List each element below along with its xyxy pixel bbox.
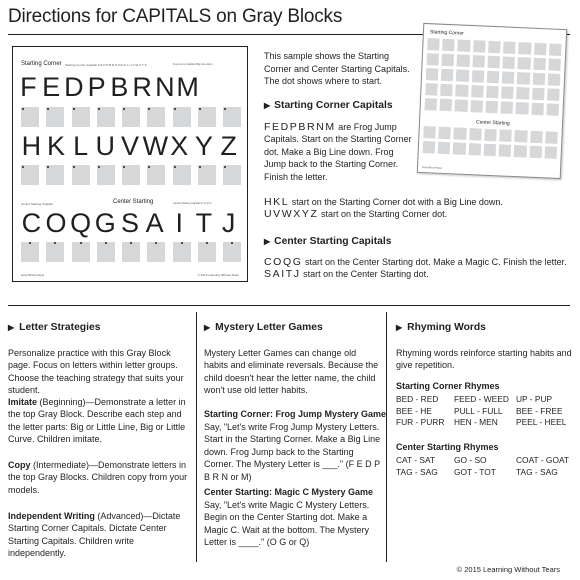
mini-gray-block	[470, 100, 483, 113]
mini-gray-block	[534, 43, 547, 56]
gray-block	[72, 165, 90, 185]
mini-gray-block	[487, 56, 500, 69]
letter-strategies-heading-text: Letter Strategies	[19, 322, 101, 333]
imitate-text: —Demonstrate a letter in the top Gray Block. Describe each step and the letter parts: Big or Little Line, Big or Little Curve. Children imitate.	[8, 397, 186, 445]
letter-strategies-intro: Personalize practice with this Gray Block page. Focus on letters within letter groups. Choose the teaching strategy that suits your student.	[8, 348, 184, 396]
start-dot	[174, 166, 176, 168]
sample-letter: V	[120, 131, 139, 161]
copyright-notice: © 2015 Learning Without Tears	[456, 565, 560, 574]
sample-letter: D	[64, 72, 84, 102]
sample-letter: N	[155, 72, 175, 102]
mini-gray-block	[423, 126, 436, 139]
sample-letter: Y	[194, 131, 213, 161]
rhyme-pair: GOT - TOT	[454, 466, 496, 477]
starting-corner-rhymes-heading: Starting Corner Rhymes	[396, 381, 500, 391]
mystery-games-heading-text: Mystery Letter Games	[215, 322, 323, 333]
mini-center-label: Center Starting	[475, 119, 510, 127]
mini-gray-block	[515, 130, 528, 143]
mini-gray-block	[457, 54, 470, 67]
sample-letter: O	[45, 208, 67, 238]
imitate-strategy	[8, 396, 190, 446]
mini-gray-block	[531, 103, 544, 116]
corner-letters-text: start on the Starting Corner dot.	[318, 209, 448, 220]
mini-preview-sheet	[417, 23, 567, 179]
mini-gray-block	[469, 128, 482, 141]
mini-gray-block	[473, 40, 486, 53]
start-dot	[224, 166, 226, 168]
gray-block	[122, 107, 140, 127]
start-dot	[130, 242, 132, 244]
sample-letter: C	[21, 208, 42, 238]
mini-gray-block	[438, 142, 451, 155]
imitate-level: (Beginning)	[37, 397, 86, 407]
page-title: Directions for CAPITALS on Gray Blocks	[8, 6, 343, 27]
rhyming-words-heading-text: Rhyming Words	[407, 322, 486, 333]
start-dot	[206, 242, 208, 244]
start-dot	[199, 108, 201, 110]
mini-gray-block	[502, 71, 515, 84]
triangle-bullet-icon: ▶	[204, 323, 211, 332]
gray-block	[173, 165, 191, 185]
mystery-games-intro: Mystery Letter Games can change old habits and eliminate reversals. Because the child doesn't hear the letter name, the child won't use old letter habits.	[204, 348, 379, 396]
rhyme-pair: BEE - FREE	[516, 405, 563, 416]
mini-gray-block	[516, 87, 529, 100]
sample-letter: Q	[70, 208, 92, 238]
mini-grid-bottom	[423, 126, 558, 159]
gray-block	[173, 107, 191, 127]
mini-gray-block	[426, 68, 439, 81]
start-dot	[105, 242, 107, 244]
rhyme-pair: PEEL - HEEL	[516, 417, 567, 428]
mini-gray-block	[440, 99, 453, 112]
mini-gray-block	[439, 127, 452, 140]
start-dot	[29, 242, 31, 244]
mini-gray-block	[455, 99, 468, 112]
rhyme-pair: GO - SO	[454, 455, 487, 465]
start-dot	[224, 108, 226, 110]
column-divider-2	[386, 312, 387, 562]
gray-block	[72, 242, 90, 262]
gray-block	[21, 242, 39, 262]
mini-gray-block	[533, 58, 546, 71]
start-dot	[231, 242, 233, 244]
mini-gray-block	[442, 39, 455, 52]
start-dot	[148, 166, 150, 168]
center-letters-text: start on the Center Starting dot.	[300, 269, 429, 280]
center-starting-heading-text: Center Starting Capitals	[274, 236, 392, 247]
mini-gray-block	[544, 146, 557, 159]
mini-gray-block	[518, 57, 531, 70]
mini-gray-block	[529, 146, 542, 159]
starting-corner-text-1	[264, 121, 414, 183]
sample-letter: W	[142, 131, 169, 161]
gray-block	[21, 107, 39, 127]
sample-letter: R	[132, 72, 152, 102]
start-dot	[98, 166, 100, 168]
frog-jump-text: are Frog Jump Capitals. Start on the Starting Corner dot. Make a Big Line down. Frog Jump back to the Starting Corner. Finish the letter.	[264, 122, 412, 182]
starting-corner-label: Starting Corner	[21, 61, 62, 67]
copy-level: (Intermediate)	[30, 460, 90, 470]
gray-block	[46, 165, 64, 185]
gray-block	[97, 242, 115, 262]
sample-letter: P	[87, 72, 106, 102]
start-dot	[199, 166, 201, 168]
sample-letter: A	[145, 208, 164, 238]
start-dot	[155, 242, 157, 244]
mini-gray-block	[456, 84, 469, 97]
rhyming-intro: Rhyming words reinforce starting habits and give repetition.	[396, 348, 572, 371]
mini-gray-block	[517, 72, 530, 85]
mini-footer: Gray Block Paper	[421, 166, 443, 170]
mini-gray-block	[548, 58, 561, 71]
start-dot	[174, 108, 176, 110]
sample-letter: T	[195, 208, 213, 238]
gray-block	[198, 165, 216, 185]
column-divider-1	[196, 312, 197, 562]
mini-gray-block	[454, 127, 467, 140]
mini-gray-block	[503, 56, 516, 69]
mini-gray-block	[516, 102, 529, 115]
mini-gray-block	[501, 86, 514, 99]
gray-block	[147, 242, 165, 262]
start-dot	[181, 242, 183, 244]
mini-gray-block	[514, 145, 527, 158]
center-letters: SAITJ	[264, 268, 301, 281]
mini-gray-block	[501, 101, 514, 114]
sample-letter: J	[221, 208, 236, 238]
magic-c-game-heading: Center Starting: Magic C Mystery Game	[204, 487, 374, 497]
sample-letter: F	[20, 72, 37, 102]
sample-letter: U	[95, 131, 116, 161]
mini-gray-block	[518, 42, 531, 55]
mini-grid-top	[425, 38, 562, 116]
start-dot	[98, 108, 100, 110]
mini-gray-block	[425, 83, 438, 96]
magic-c-letters: COQG	[264, 256, 303, 268]
sample-letter: I	[175, 208, 184, 238]
gray-block	[97, 107, 115, 127]
center-starting-rhymes-heading: Center Starting Rhymes	[396, 442, 499, 452]
mystery-games-heading	[204, 322, 323, 333]
start-dot	[73, 166, 75, 168]
center-starting-caption-left: Center Starting Capitals	[21, 202, 53, 206]
mini-gray-block	[532, 73, 545, 86]
triangle-bullet-icon: ▶	[264, 237, 271, 246]
copy-text: —Demonstrate letters in the top Gray Blocks. Children copy from your models.	[8, 460, 188, 495]
gray-block	[147, 165, 165, 185]
letter-row-1	[13, 74, 247, 101]
mini-gray-block	[530, 131, 543, 144]
gray-block	[198, 242, 216, 262]
mini-gray-block	[499, 144, 512, 157]
mini-gray-block	[488, 41, 501, 54]
start-dot	[148, 108, 150, 110]
mini-gray-block	[547, 73, 560, 86]
magic-c-text: start on the Center Starting dot. Make a Magic C. Finish the letter.	[302, 257, 567, 267]
rhyme-pair: COAT - GOAT	[516, 455, 570, 465]
gray-block	[173, 242, 191, 262]
mini-gray-block	[471, 85, 484, 98]
rhyme-pair: FEED - WEED	[454, 394, 509, 404]
rhyme-pair: TAG - SAG	[396, 466, 438, 477]
rhyme-pair: BED - RED	[396, 394, 439, 404]
start-dot	[47, 166, 49, 168]
triangle-bullet-icon: ▶	[396, 323, 403, 332]
center-starting-text	[264, 256, 574, 281]
gray-block-row-1	[21, 107, 241, 127]
sample-letter: H	[21, 131, 42, 161]
mini-gray-block	[425, 98, 438, 111]
starting-corner-text-2	[264, 196, 564, 221]
mini-gray-block	[499, 129, 512, 142]
sample-letter: S	[120, 208, 139, 238]
starting-corner-heading-text: Starting Corner Capitals	[274, 100, 393, 111]
gray-block	[46, 107, 64, 127]
gray-block	[122, 165, 140, 185]
rhyme-pair: FUR - PURR	[396, 417, 445, 428]
mini-gray-block	[485, 101, 498, 114]
mini-gray-block	[547, 88, 560, 101]
letter-row-2	[13, 133, 247, 160]
independent-term: Independent Writing	[8, 511, 95, 521]
mini-gray-block	[546, 103, 559, 116]
sample-letter: M	[176, 72, 199, 102]
mini-gray-block	[486, 86, 499, 99]
copy-term: Copy	[8, 460, 31, 470]
gray-block	[223, 165, 241, 185]
gray-block	[223, 107, 241, 127]
mini-gray-block	[441, 69, 454, 82]
gray-block	[97, 165, 115, 185]
mini-gray-block	[483, 144, 496, 157]
gray-block	[122, 242, 140, 262]
mini-gray-block	[503, 41, 516, 54]
gray-block	[223, 242, 241, 262]
mini-gray-block	[423, 141, 436, 154]
start-dot	[47, 108, 49, 110]
sample-letter: G	[94, 208, 116, 238]
start-dot	[123, 166, 125, 168]
corner-letters: UVWXYZ	[264, 208, 319, 221]
mini-gray-block	[453, 142, 466, 155]
sample-letter: L	[73, 131, 89, 161]
sample-letter: K	[46, 131, 65, 161]
sample-letter: X	[170, 131, 189, 161]
rhyme-pair: TAG - SAG	[516, 466, 558, 477]
center-starting-rhymes	[396, 455, 574, 478]
copy-strategy	[8, 459, 190, 496]
sample-worksheet	[12, 46, 248, 282]
gray-block-row-2	[21, 165, 241, 185]
big-line-text: start on the Starting Corner dot with a Big Line down.	[289, 197, 503, 207]
sheet-footer-left: Gray Block Paper	[21, 273, 45, 277]
starting-corner-caption-right: Frog Jump Capitals Big Line down	[173, 63, 213, 66]
frog-jump-game-text: Say, "Let's write Frog Jump Mystery Letters. Start in the Starting Corner. Make a Big Line down. Frog Jump back to the Starting Corner. The Mystery Letter is ___." (F E D P B R N or M)	[204, 422, 381, 482]
rhyme-pair: CAT - SAT	[396, 455, 436, 465]
mini-gray-block	[532, 88, 545, 101]
independent-strategy	[8, 510, 190, 560]
mini-starting-label: Starting Corner	[429, 29, 464, 37]
sample-letter: Z	[220, 131, 237, 161]
intro-text: This sample shows the Starting Corner and Center Starting Capitals. The dot shows where to start.	[264, 51, 410, 87]
mini-gray-block	[456, 69, 469, 82]
letter-strategies-heading	[8, 322, 100, 333]
gray-block	[46, 242, 64, 262]
start-dot	[54, 242, 56, 244]
starting-corner-rhymes	[396, 394, 574, 429]
gray-block	[198, 107, 216, 127]
mini-gray-block	[487, 71, 500, 84]
mini-gray-block	[427, 38, 440, 51]
magic-c-game-text: Say, "Let's write Magic C Mystery Letters. Begin on the Center Starting dot. Make a Magic C. Wait at the bottom. The Mystery Letter is ____." (O G or Q)	[204, 500, 370, 548]
sheet-footer-right: © 2015 Learning Without Tears	[197, 273, 239, 277]
rhyme-pair: PULL - FULL	[454, 405, 503, 416]
mini-gray-block	[427, 53, 440, 66]
gray-block	[21, 165, 39, 185]
mini-gray-block	[471, 70, 484, 83]
triangle-bullet-icon: ▶	[8, 323, 15, 332]
frog-jump-game-heading: Starting Corner: Frog Jump Mystery Game	[204, 409, 387, 419]
gray-block-row-3	[21, 242, 241, 262]
mini-gray-block	[442, 54, 455, 67]
mini-gray-block	[458, 39, 471, 52]
rhyming-words-heading	[396, 322, 486, 333]
start-dot	[22, 108, 24, 110]
mini-gray-block	[549, 43, 562, 56]
rhyme-pair: UP - PUP	[516, 394, 553, 404]
independent-level: (Advanced)	[94, 511, 144, 521]
mini-gray-block	[545, 131, 558, 144]
gray-block	[147, 107, 165, 127]
gray-block	[72, 107, 90, 127]
triangle-bullet-icon: ▶	[264, 101, 271, 110]
rhyme-pair: BEE - HE	[396, 405, 432, 416]
mini-gray-block	[440, 84, 453, 97]
start-dot	[22, 166, 24, 168]
center-starting-heading	[264, 236, 391, 247]
sample-letter: E	[42, 72, 61, 102]
frog-jump-letters: FEDPBRNM	[264, 121, 336, 133]
start-dot	[80, 242, 82, 244]
letter-row-3	[13, 210, 247, 237]
rhyme-pair: HEN - MEN	[454, 417, 498, 428]
mini-gray-block	[484, 129, 497, 142]
independent-text: —Dictate Starting Corner Capitals. Dictate Center Starting Capitals. Children write independently.	[8, 511, 181, 559]
sample-letter: B	[110, 72, 129, 102]
mini-gray-block	[472, 55, 485, 68]
imitate-term: Imitate	[8, 397, 38, 407]
start-dot	[123, 108, 125, 110]
mini-gray-block	[468, 143, 481, 156]
big-line-letters: HKL	[264, 196, 290, 208]
starting-corner-heading	[264, 100, 393, 111]
starting-corner-caption: Starting Corner Capitals F E D P B R N M H K L U V W X Y Z	[65, 63, 147, 67]
center-starting-label: Center Starting	[113, 199, 154, 205]
center-starting-caption-right: Center Starting Capitals C O Q G	[173, 202, 212, 205]
section-divider	[8, 305, 570, 306]
start-dot	[73, 108, 75, 110]
